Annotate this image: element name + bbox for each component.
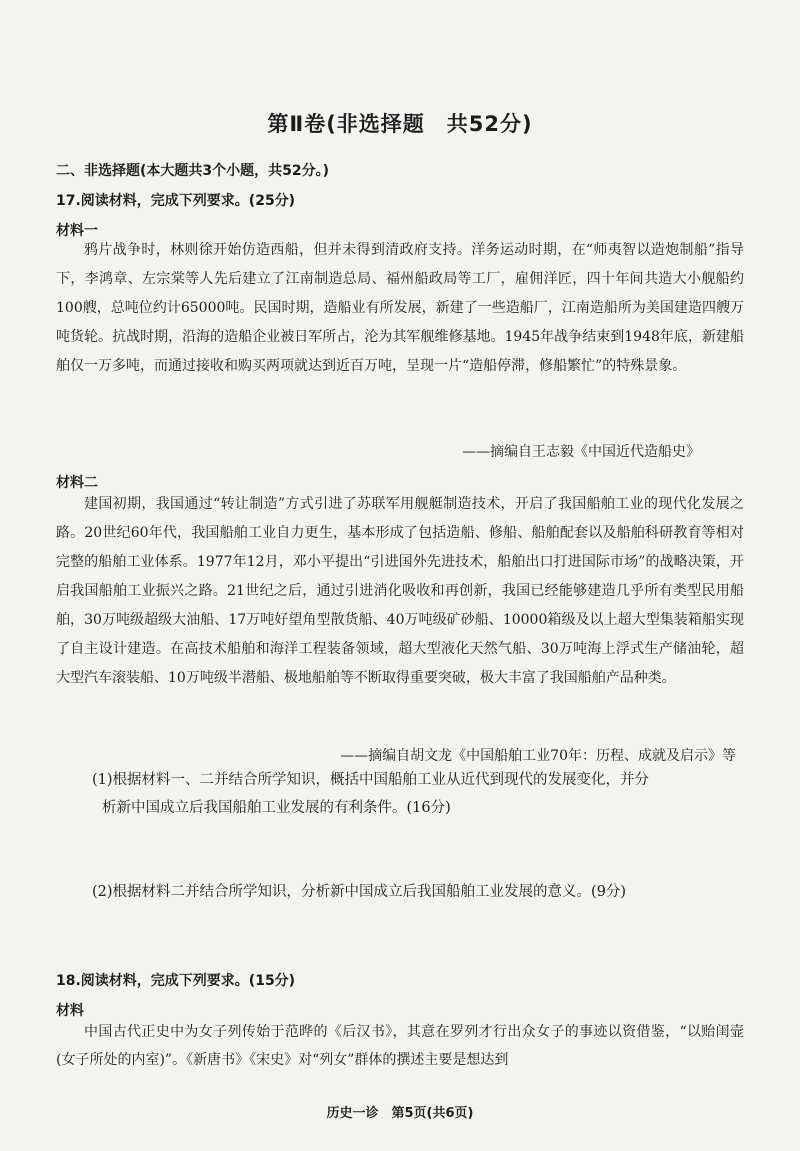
q17-sub1-line2: 析新中国成立后我国船舶工业发展的有利条件。(16分)	[102, 800, 451, 816]
section-heading: 第Ⅱ卷(非选择题 共52分)	[267, 112, 533, 136]
q18-material-label: 材料	[56, 1003, 84, 1019]
part-title: 二、非选择题(本大题共3个小题，共52分。)	[56, 163, 330, 179]
q17-title: 17.阅读材料，完成下列要求。(25分)	[56, 193, 296, 209]
q17-material2-text: 建国初期，我国通过“转让制造”方式引进了苏联军用舰艇制造技术，开启了我国船舶工业的现代化发展之路。20世纪60年代，我国船舶工业自力更生，基本形成了包括造船、修船、船舶配套以及船舶科研教育等相对完整的船舶工业体系。1977年12月，邓小平提出“引进国外先进技术，船舶出口打进国际市场”的战略决策，开启我国船舶工业振兴之路。21世纪之后，通过引进消化吸收和再创新，我国已经能够建造几乎所有类型民用船舶，30万吨级超级大油船、17万吨好望角型散货船、40万吨级矿砂船、10000箱级及以上超大型集装箱船实现了自主设计建造。在高技术船舶和海洋工程装备领域，超大型液化天然气船、30万吨海上浮式生产储油轮，超大型汽车滚装船、10万吨级半潜船、极地船舶等不断取得重要突破，极大丰富了我国船舶产品种类。	[56, 496, 744, 686]
q17-sub1-line1: (1)根据材料一、二并结合所学知识，概括中国船舶工业从近代到现代的发展变化，并分	[92, 772, 650, 788]
q18-title: 18.阅读材料，完成下列要求。(15分)	[56, 973, 296, 989]
q17-subquestion-1	[92, 766, 720, 822]
page-footer: 历史一诊 第5页(共6页)	[326, 1106, 474, 1121]
q18-material-text: 中国古代正史中为女子列传始于范晔的《后汉书》，其意在罗列才行出众女子的事迹以资借鉴，“以贻闺壸(女子所处的内室)”。《新唐书》《宋史》对“列女”群体的撰述主要是想达到	[56, 1024, 744, 1068]
q17-material2-source: ——摘编自胡文龙《中国船舶工业70年：历程、成就及启示》等	[340, 748, 736, 764]
q17-material1-source: ——摘编自王志毅《中国近代造船史》	[462, 444, 700, 460]
q17-material2-label: 材料二	[56, 475, 98, 491]
q17-material1-label: 材料一	[56, 223, 98, 239]
q17-subquestion-2: (2)根据材料二并结合所学知识，分析新中国成立后我国船舶工业发展的意义。(9分)	[92, 884, 627, 900]
q17-material1-text: 鸦片战争时，林则徐开始仿造西船，但并未得到清政府支持。洋务运动时期，在“师夷智以造炮制船”指导下，李鸿章、左宗棠等人先后建立了江南制造总局、福州船政局等工厂，雇佣洋匠，四十年间共造大小舰船约100艘，总吨位约计65000吨。民国时期，造船业有所发展，新建了一些造船厂，江南造船所为美国建造四艘万吨货轮。抗战时期，沿海的造船企业被日军所占，沦为其军舰维修基地。1945年战争结束到1948年底，新建船舶仅一万多吨，而通过接收和购买两项就达到近百万吨，呈现一片“造船停滞，修船繁忙”的特殊景象。	[56, 242, 744, 374]
